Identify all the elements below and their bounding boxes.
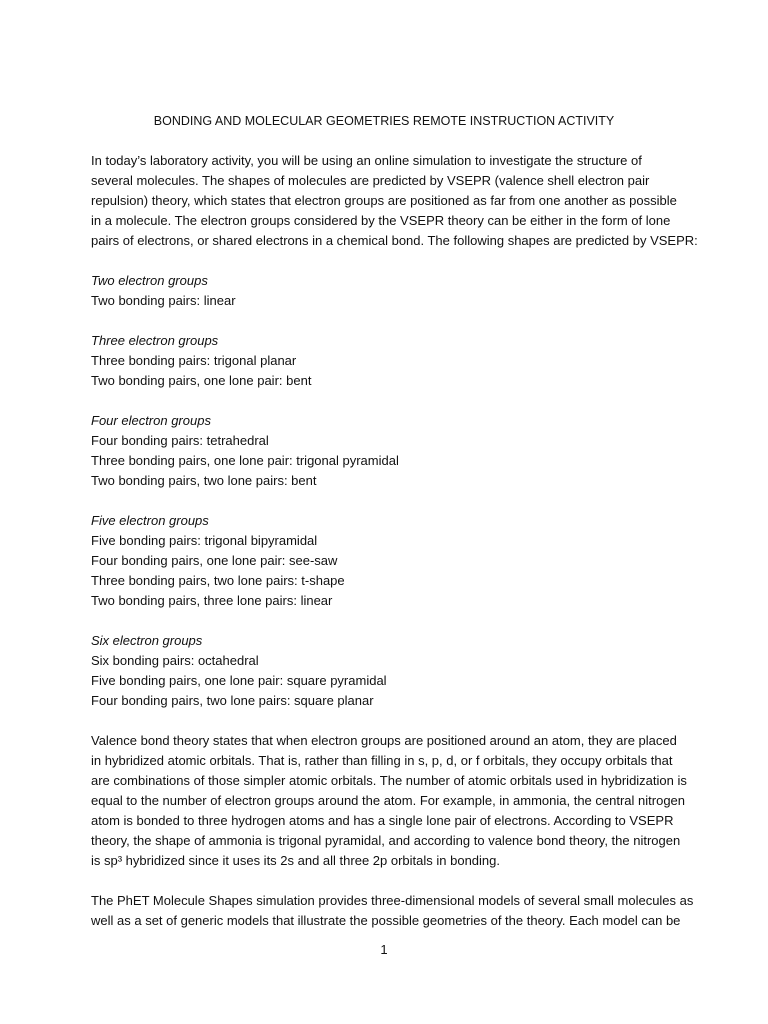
- text-line: well as a set of generic models that illustrate the possible geometries of the theory. Each model can be: [91, 913, 681, 928]
- group-heading: Four electron groups: [91, 413, 211, 428]
- text-line: in a molecule. The electron groups considered by the VSEPR theory can be either in the form of lone: [91, 213, 671, 228]
- group-five: [91, 511, 701, 611]
- valence-paragraph: [91, 731, 701, 871]
- page-number: 1: [380, 942, 388, 957]
- group-six: [91, 631, 701, 711]
- group-item: Two bonding pairs, one lone pair: bent: [91, 373, 312, 388]
- group-item: Three bonding pairs, one lone pair: trigonal pyramidal: [91, 453, 399, 468]
- group-three: [91, 331, 701, 391]
- group-two: [91, 271, 701, 311]
- text-line: pairs of electrons, or shared electrons in a chemical bond. The following shapes are predicted by VSEPR:: [91, 233, 698, 248]
- group-item: Two bonding pairs, three lone pairs: linear: [91, 593, 333, 608]
- text-line: repulsion) theory, which states that electron groups are positioned as far from one another as possible: [91, 193, 677, 208]
- group-item: Four bonding pairs: tetrahedral: [91, 433, 269, 448]
- text-line: is sp³ hybridized since it uses its 2s and all three 2p orbitals in bonding.: [91, 853, 500, 868]
- text-line: In today’s laboratory activity, you will be using an online simulation to investigate the structure of: [91, 153, 642, 168]
- group-heading: Two electron groups: [91, 273, 208, 288]
- text-line: Valence bond theory states that when electron groups are positioned around an atom, they are placed: [91, 733, 677, 748]
- text-line: equal to the number of electron groups around the atom. For example, in ammonia, the central nitrogen: [91, 793, 686, 808]
- group-item: Three bonding pairs: trigonal planar: [91, 353, 297, 368]
- group-item: Six bonding pairs: octahedral: [91, 653, 259, 668]
- document-title: BONDING AND MOLECULAR GEOMETRIES REMOTE INSTRUCTION ACTIVITY: [153, 114, 615, 128]
- phet-paragraph: [91, 891, 701, 931]
- group-item: Four bonding pairs, two lone pairs: square planar: [91, 693, 374, 708]
- group-item: Four bonding pairs, one lone pair: see-saw: [91, 553, 338, 568]
- text-line: theory, the shape of ammonia is trigonal pyramidal, and according to valence bond theory, the nitrogen: [91, 833, 681, 848]
- group-item: Five bonding pairs: trigonal bipyramidal: [91, 533, 318, 548]
- text-line: several molecules. The shapes of molecules are predicted by VSEPR (valence shell electron pair: [91, 173, 650, 188]
- text-line: are combinations of those simpler atomic orbitals. The number of atomic orbitals used in hybridization is: [91, 773, 687, 788]
- text-line: The PhET Molecule Shapes simulation provides three-dimensional models of several small molecules as: [91, 893, 694, 908]
- group-item: Five bonding pairs, one lone pair: square pyramidal: [91, 673, 387, 688]
- group-heading: Three electron groups: [91, 333, 219, 348]
- text-line: in hybridized atomic orbitals. That is, rather than filling in s, p, d, or f orbitals, they occupy orbitals that: [91, 753, 673, 768]
- intro-paragraph: [91, 151, 701, 251]
- group-item: Three bonding pairs, two lone pairs: t-shape: [91, 573, 345, 588]
- group-item: Two bonding pairs: linear: [91, 293, 236, 308]
- group-four: [91, 411, 701, 491]
- text-line: atom is bonded to three hydrogen atoms and has a single lone pair of electrons. According to VSEPR: [91, 813, 674, 828]
- group-heading: Five electron groups: [91, 513, 209, 528]
- group-item: Two bonding pairs, two lone pairs: bent: [91, 473, 317, 488]
- group-heading: Six electron groups: [91, 633, 203, 648]
